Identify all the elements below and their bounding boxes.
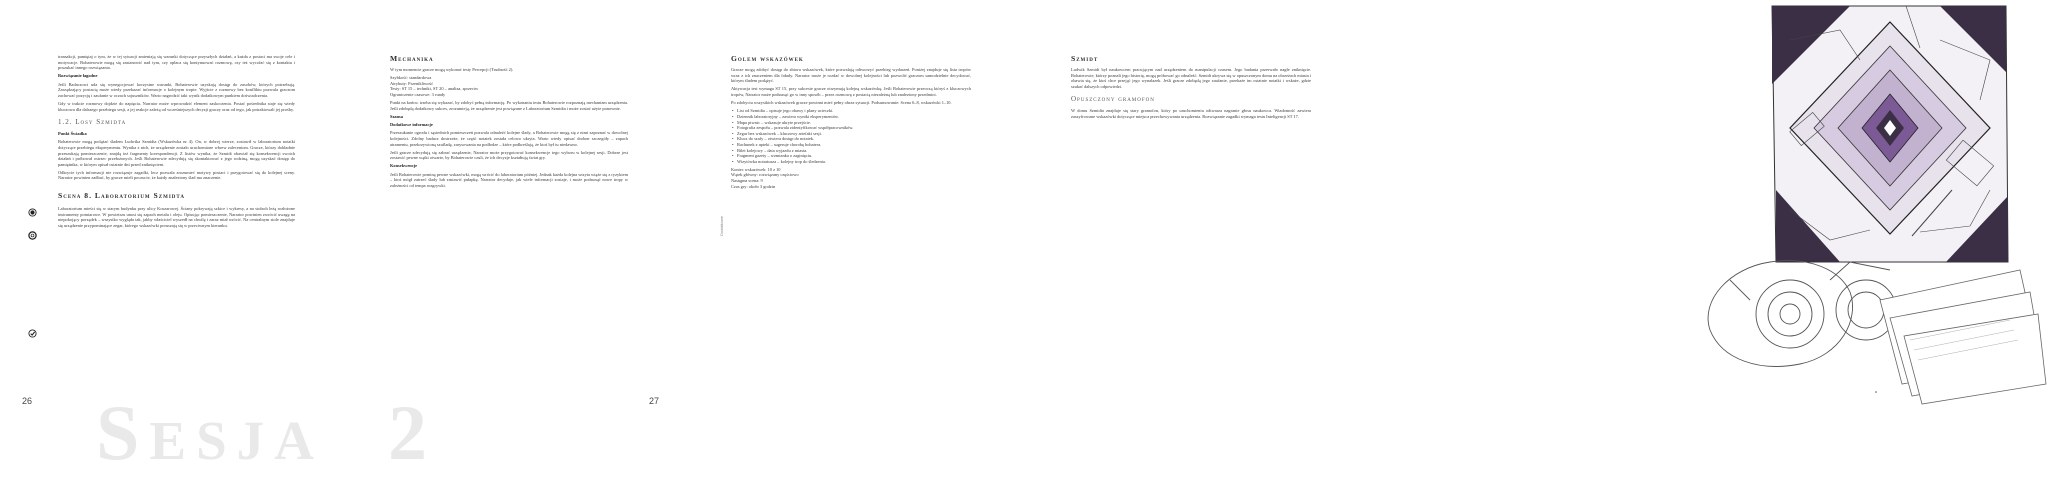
ring-circle-icon [28,231,37,240]
paragraph: Jeśli gracze zdecydują się zabrać urządzenie, Narrator może przygotować konsekwencje tego wyboru w kolejnej sesji. Dobrze jest zostawić pewne wątki otwarte, by Bohaterowie czuli, że ich decyzje kształtują świat gry. [390,149,628,161]
filled-circle-icon [28,208,37,217]
paragraph: Bohaterowie mogą podążać śladem Ludwika Szmidta (Wskazówka nr 4). On, w dobrej wierze, zostawił w laboratorium notatki dotyczące przebiegu eksperymentu. Wynika z nich, że urządzenie zostało uruchomione wbrew zaleceniom. Gracze, którzy dokładnie przeszukają pomieszczenie, znajdą też fragmenty korespondencji. Z listów wynika, że Szmidt obawiał się konsekwencji swoich działań i próbował ostrzec przełożonych. Jeśli Bohaterowie zdecydują się skontaktować z jego rodziną, mogą uzyskać dostęp do pamiętnika, w którym opisał ostatnie dni przed zniknięciem. [58,139,295,167]
page-number: 27 [649,396,660,406]
list-item: • Bilet kolejowy – data wyjazdu z miasta. [731,148,971,154]
scene-title: Scena 8. Laboratorium Szmidta [58,191,185,201]
list-item: • Wizytówka notariusza – kolejny trop do śledzenia. [731,159,971,165]
left-col-1 [58,54,295,231]
list-item: • List od Szmidta – opisuje jego obawy i plany ucieczki. [731,108,971,114]
bold-lead: Punkt Świadka [58,131,87,137]
list-item: • Klucz do szafy – otwiera dostęp do notatek. [731,136,971,142]
section-heading: Szmidt [1071,54,1099,63]
desk-illustration [1690,0,2048,482]
paragraph: Laboratorium mieści się w starym budynku przy ulicy Koszarowej. Ściany pokrywają szkice i wykresy, a na stołach leżą rozłożone instrumenty pomiarowe. W powietrzu unosi się zapach metalu i oleju. Opisując pomieszczenie, Narrator powinien zwrócić uwagę na niepokojący porządek – wszystko wygląda tak, jakby właściciel wyszedł na chwilę i zaraz miał wrócić. Na centralnym stole znajduje się urządzenie przypominające zegar, którego wskazówki poruszają się w przeciwnym kierunku. [58,206,295,228]
page-number: 26 [22,396,33,406]
right-col-2 [1071,54,1311,122]
watermark-number: 2 [388,389,437,476]
paragraph: Przeszukanie ogrodu i sąsiednich pomieszczeń pozwala odnaleźć kolejne ślady, a Bohaterowie mogą się z nimi zapoznać w dowolnej kolejności. Zdolny badacz dostrzeże, że część notatek została celowo ukryta. Warto wtedy opisać drobne szczegóły – zapach atramentu, przekrzywioną szufladę, zarysowania na podłodze – które podkreślają, że ktoś był tu niedawno. [390,130,628,147]
mechanics-line: Szybkość: standardowa [390,75,432,81]
paragraph: Ludwik Szmidt był naukowcem pracującym nad urządzeniem do manipulacji czasem. Jego badania przerwało nagłe zniknięcie. Bohaterowie, którzy poznali jego historię, mogą próbować go odnaleźć. Szmidt ukrywa się w opuszczonym domu na obrzeżach miasta i obawia się, że ktoś chce przejąć jego wynalazek. Jeśli gracze zdobędą jego zaufanie, przekaże im ostatnie notatki i wskaże, gdzie szukać dalszych odpowiedzi. [1071,67,1311,89]
list-item: • Rachunek z apteki – sugeruje chorobę bohatera. [731,142,971,148]
check-circle-icon [28,329,37,338]
spine-label: Dodatkowe [719,215,724,236]
mechanics-line: Testy: ST 15 – techniki, ST 20 – analiza, sprzeciw [390,86,479,92]
mechanics-line: Punkt na końcu: trzeba się wykazać, by zdobyć pełną informację. Po wykonaniu testu Bohaterowie rozpoznają mechanizm urządzenia. Jeśli zdobędą dodatkowy sukces, zrozumieją, że urządzenie jest powiązane z Laboratorium Szmidta i może zostać użyte ponownie. [390,100,628,111]
list-item: • Fotografia zespołu – pozwala zidentyfikować współpracowników. [731,125,971,131]
summary-line: Koniec wskazówek: 10 z 10 [731,166,781,172]
summary-line: Następna scena: 9 [731,178,763,184]
summary-line: Czas gry: około 3 godzin [731,183,776,189]
paragraph: Gdy w trakcie rozmowy dojdzie do napięcia, Narrator może wprowadzić element zaskoczenia. Postać pośrednika staje się wtedy kluczowa dla dalszego przebiegu sesji, a jej reakcje zależą od wcześniejszych decyzji graczy oraz od tego, jak potraktowali jej prośby. [58,100,295,112]
list-item: • Fragment gazety – wzmianka o zaginięciu. [731,153,971,159]
clue-list [731,108,971,164]
bold-lead: Konsekwencje [390,163,418,169]
mechanics-line: Ograniczenie czasowe: 3 rundy [390,91,446,97]
watermark-word: Sesja [96,389,324,476]
list-item: • Zegar bez wskazówek – kluczowy artefakt sesji. [731,131,971,137]
paragraph: Aktywacja test wymaga ST 15, przy sukcesie gracze otrzymują kolejną wskazówkę. Jeśli Bohaterowie przeoczą któryś z kluczowych tropów, Narrator może podsunąć go w inny sposób – przez rozmowę z postacią niezależną lub znaleziony przedmiot. [731,86,971,97]
paragraph: Po zdobyciu wszystkich wskazówek gracze powinni mieć pełny obraz sytuacji. Podsumowanie: Scena 6–8, wskazówki 1–10. [731,100,952,106]
list-item: • Dziennik laboratoryjny – zawiera wyniki eksperymentów. [731,114,971,120]
bold-lead: Dodatkowe informacje [390,122,433,128]
section-heading: Golem wskazówek [731,54,804,63]
section-heading: Mechanika [390,54,434,63]
paragraph: Odkrycie tych informacji nie rozwiązuje zagadki, lecz pozwala zrozumieć motywy postaci i przygotować się do kolejnej sceny. Narrator powinien zadbać, by gracze mieli poczucie, że każdy znaleziony ślad ma znaczenie. [58,169,295,181]
list-item: • Mapa piwnic – wskazuje ukryte przejście. [731,120,971,126]
paragraph: Jeśli Bohaterowie pominą pewne wskazówki, mogą wrócić do laboratorium później. Jednak każda kolejna wizyta wiąże się z ryzykiem – ktoś mógł zatrzeć ślady lub zastawić pułapkę. Narrator decyduje, jak wiele informacji zostaje, i może podsunąć nowe tropy w zależności od tempa rozgrywki. [390,171,628,188]
mechanics-line: Atrybuty: Przenikliwość [390,80,434,86]
section-heading: 1.2. Losy Szmidta [58,118,127,127]
paragraph: Gracze mogą zdobyć dostęp do zbioru wskazówek, które pozwalają odtworzyć przebieg wydarzeń. Poniżej znajduje się lista tropów wraz z ich znaczeniem dla fabuły. Narrator może je rozdać w dowolnej kolejności lub pozwolić graczom samodzielnie decydować, którym śladem podążyć. [731,67,971,84]
section-subheading: Opuszczony gramofon [1071,95,1155,104]
mechanics-line: W tym momencie gracze mogą wykonać testy Percepcji (Trudność 2). [390,67,514,72]
bold-lead: Szansa [390,113,403,119]
left-page [0,0,645,482]
left-col-2 [390,54,628,191]
bold-lead: Rozwiązanie łagodne [58,73,98,79]
right-col-1 [731,54,971,192]
paragraph: transakcji, pamiętaj o tym, że w tej sytuacji zmieniają się warunki dotyczące przyszłych działań, a każda z postaci ma swoje cele i motywacje. Bohaterowie mogą się zastanowić nad tym, czy opłaca się kontynuować rozmowę, czy też wycofać się z kontaktu i poszukać innego rozwiązania. [58,54,295,71]
summary-line: Wątek główny: rozwiązany częściowo [731,172,799,178]
paragraph: W domu Szmidta znajduje się stary gramofon, który po uruchomieniu odtwarza nagranie głosu naukowca. Wiadomość zawiera zaszyfrowane wskazówki dotyczące miejsca przechowywania urządzenia. Rozwiązanie zagadki wymaga testu Inteligencji ST 17. [1071,108,1311,119]
paragraph: Jeśli Badaczowi uda się wynegocjować korzystne warunki, Bohaterowie uzyskają dostęp do zasobów, których potrzebują. Zarządzający postacią może wtedy przekazać informacje o kolejnym tropie. Wyjście z rozmowy bez konfliktu pozwala graczom zachować pozycję i zaufanie w oczach sojuszników. Warto nagrodzić taki wynik dodatkowym punktem doświadczenia. [58,81,295,98]
